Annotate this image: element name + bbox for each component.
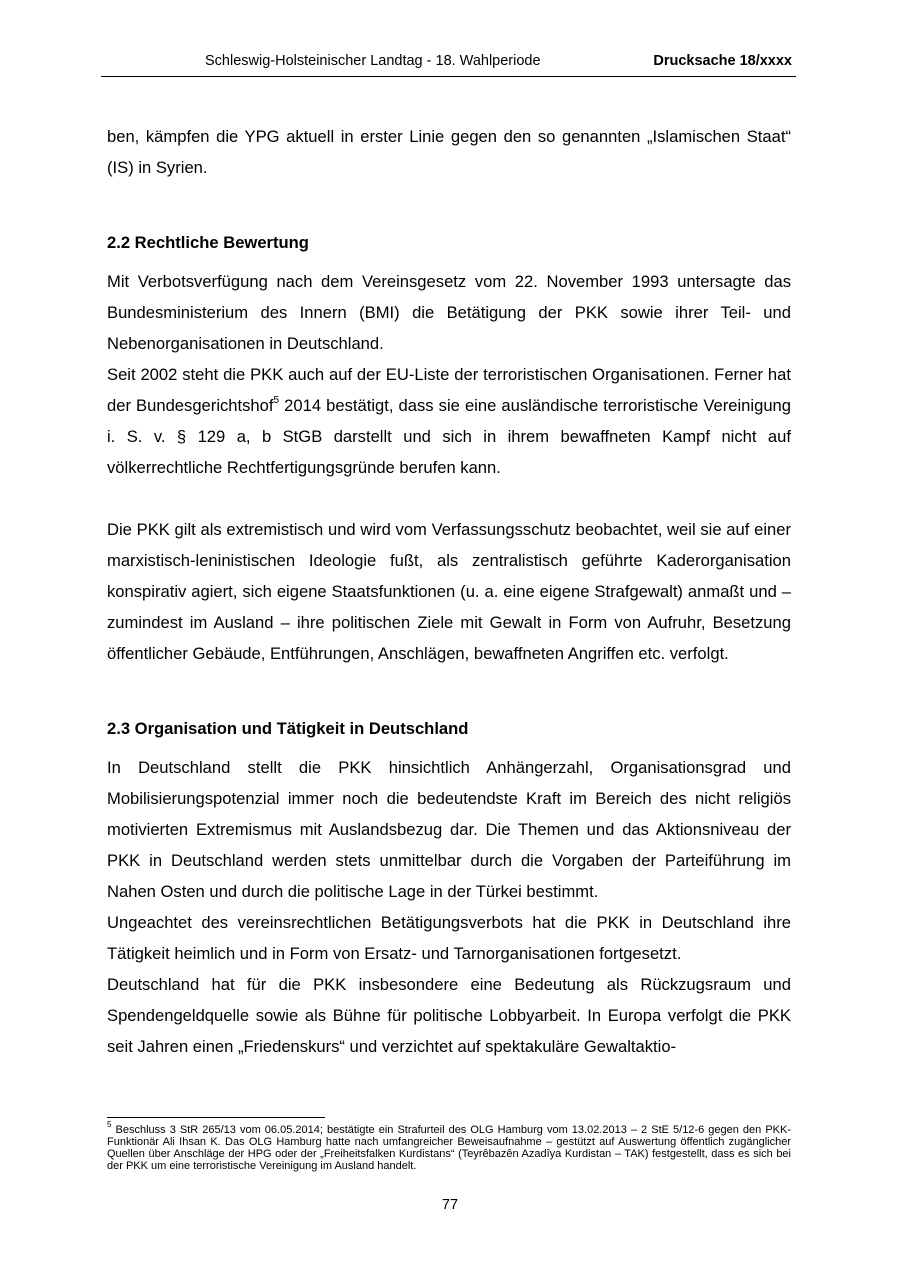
paragraph-eu-liste-part-b: 2014 bestätigt, dass sie eine ausländische terroristische Vereinigung i. S. v. § 129 a, b StGB darstellt und sich in ihrem bewaffneten Kampf nicht auf völkerrechtliche Rechtfertigungsgründe berufen kann.: [107, 396, 792, 477]
paragraph-extremismus: Die PKK gilt als extremistisch und wird vom Verfassungsschutz beobachtet, weil sie auf einer marxistisch-leninistischen Ideologie fußt, als zentralistisch geführte Kaderorganisation konspirativ agiert, sich eigene Staatsfunktionen (u. a. eine eigene Strafgewalt) anmaßt und – zumindest im Ausland – ihre politischen Ziele mit Gewalt in Form von Aufruhr, Besetzung öffentlicher Gebäude, Entführungen, Anschlägen, bewaffneten Angriffen etc. verfolgt.: [107, 520, 791, 663]
paragraph-organisation: In Deutschland stellt die PKK hinsichtlich Anhängerzahl, Organisationsgrad und Mobilisierungspotenzial immer noch die bedeutendste Kraft im Bereich des nicht religiös motivierten Extremismus mit Auslandsbezug dar. Die Themen und das Aktionsniveau der PKK in Deutschland werden stets unmittelbar durch die Vorgaben der Parteiführung im Nahen Osten und durch die politische Lage in der Türkei bestimmt.: [107, 758, 791, 901]
document-body: [107, 121, 791, 1062]
paragraph-verbot: Mit Verbotsverfügung nach dem Vereinsgesetz vom 22. November 1993 untersagte das Bundesministerium des Innern (BMI) die Betätigung der PKK sowie ihrer Teil- und Nebenorganisationen in Deutschland.: [107, 272, 791, 353]
paragraph-intro: ben, kämpfen die YPG aktuell in erster Linie gegen den so genannten „Islamischen Staat“ (IS) in Syrien.: [107, 127, 791, 177]
footnote: [107, 1120, 791, 1172]
document-number: Drucksache 18/xxxx: [653, 53, 792, 69]
header-title: Schleswig-Holsteinischer Landtag - 18. Wahlperiode: [205, 53, 541, 69]
paragraph-rueckzugsraum: Deutschland hat für die PKK insbesondere eine Bedeutung als Rückzugsraum und Spendengeldquelle sowie als Bühne für politische Lobbyarbeit. In Europa verfolgt die PKK seit Jahren einen „Friedenskurs“ und verzichtet auf spektakuläre Gewaltaktio-: [107, 975, 791, 1056]
section-heading-2-3: 2.3 Organisation und Tätigkeit in Deutschland: [107, 719, 469, 738]
footnote-separator: [107, 1117, 325, 1118]
paragraph-eu-liste-part-a: Seit 2002 steht die PKK auch auf der EU-Liste der terroristischen Organisationen. Ferner hat der Bundesgerichtshof: [107, 365, 791, 415]
footnote-reference[interactable]: 5: [273, 395, 280, 407]
footnote-marker: 5: [107, 1120, 112, 1130]
page-number: 77: [441, 1197, 459, 1213]
paragraph-ungeachtet: Ungeachtet des vereinsrechtlichen Betätigungsverbots hat die PKK in Deutschland ihre Tätigkeit heimlich und in Form von Ersatz- und Tarnorganisationen fortgesetzt.: [107, 913, 791, 963]
paragraph-eu-liste: [107, 359, 791, 483]
page-header: [101, 52, 796, 77]
footnote-text: Beschluss 3 StR 265/13 vom 06.05.2014; bestätigte ein Strafurteil des OLG Hamburg vom 13.02.2013 – 2 StE 5/12-6 gegen den PKK-Funktionär Ali Ihsan K. Das OLG Hamburg hatte nach umfangreicher Beweisaufnahme – gestützt auf Auswertung öffentlich zugänglicher Quellen über Anschläge der HPG oder der „Freiheitsfalken Kurdistans“ (Teyrêbazên Azadîya Kurdistan – TAK) festgestellt, dass es sich bei der PKK um eine terroristische Vereinigung im Ausland handelt.: [107, 1124, 791, 1172]
section-heading-2-2: 2.2 Rechtliche Bewertung: [107, 233, 309, 252]
